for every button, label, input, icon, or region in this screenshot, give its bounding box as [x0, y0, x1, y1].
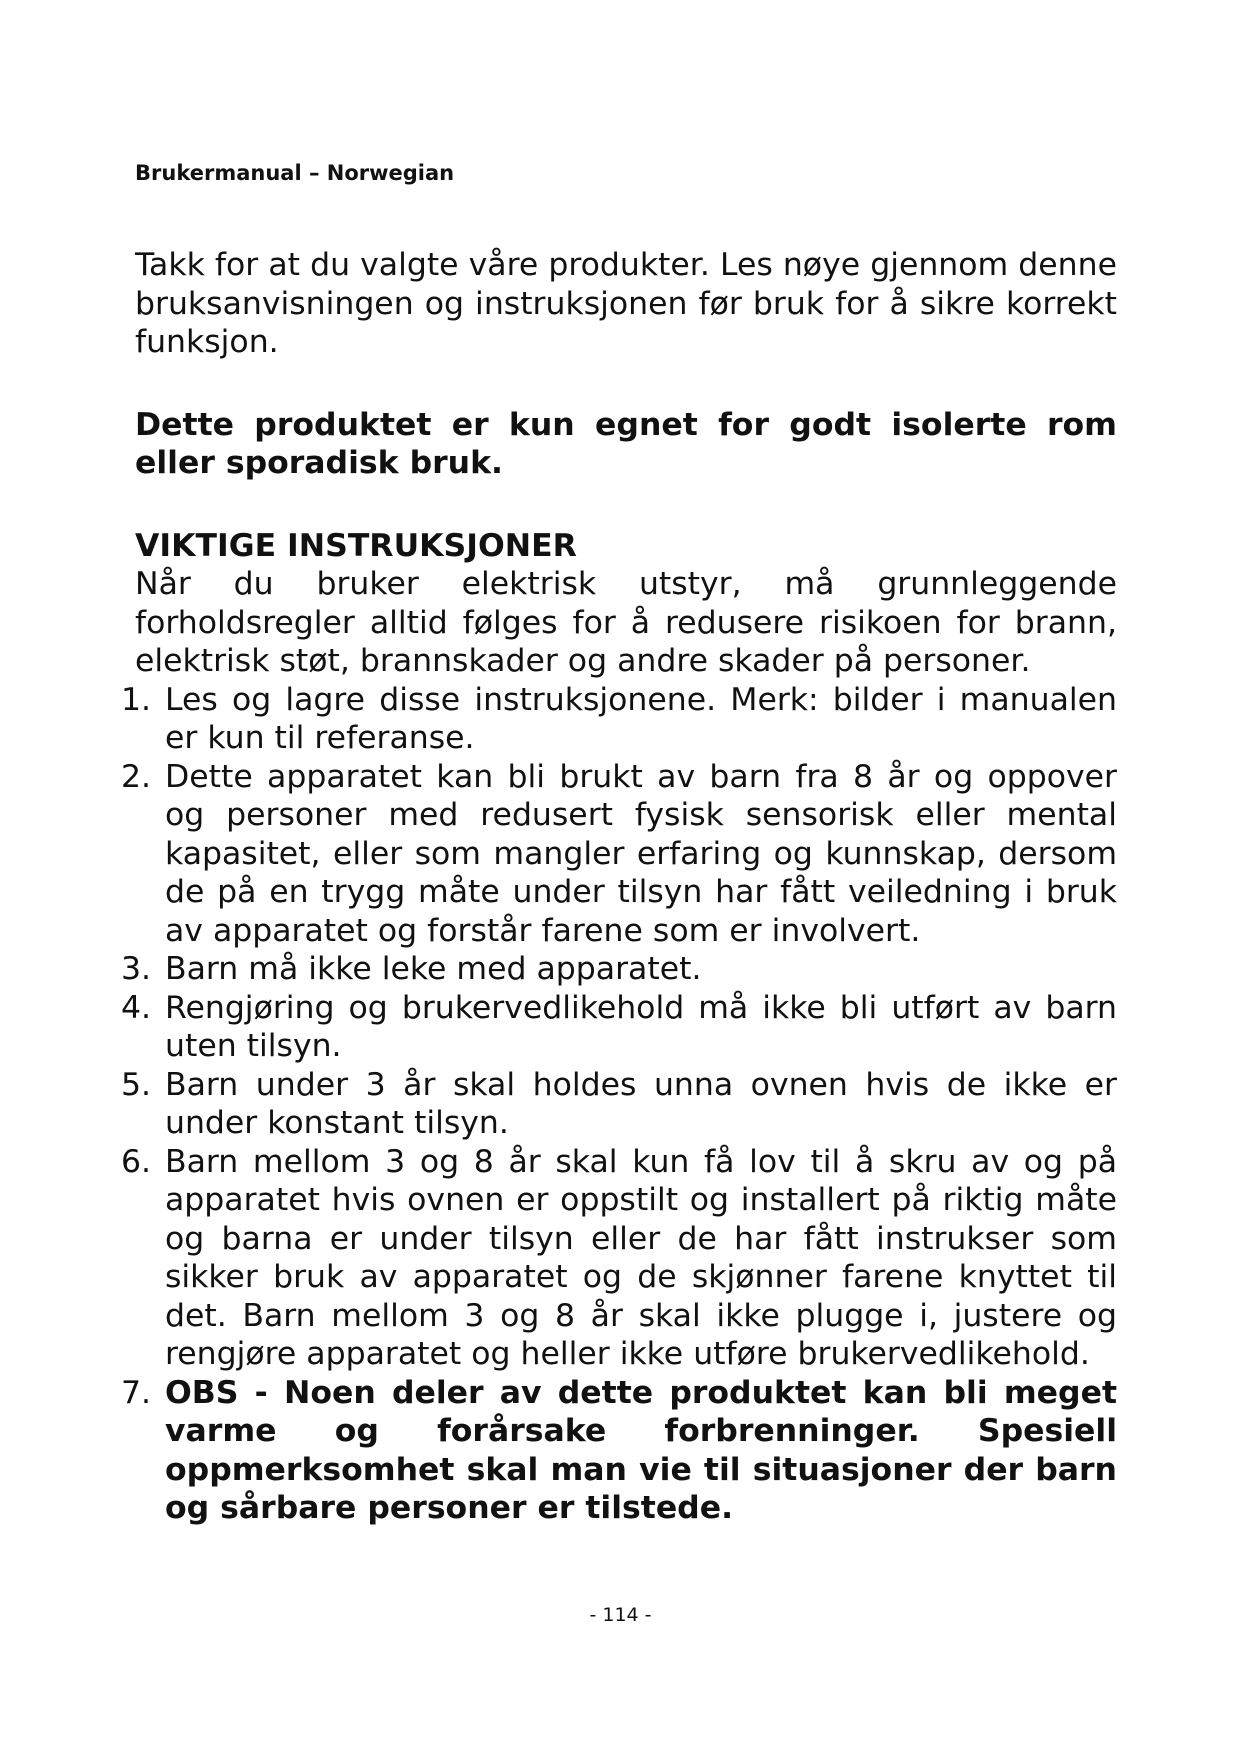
list-item [123, 1066, 1117, 1143]
list-item-text: Barn mellom 3 og 8 år skal kun få lov til å skru av og på apparatet hvis ovnen er oppstilt og installert på riktig måte og barna er under tilsyn eller de har fått instrukser som sikker bruk av apparatet og de skjønner farene knyttet til det. Barn mellom 3 og 8 år skal ikke plugge i, justere og rengjøre apparatet og heller ikke utføre brukervedlikehold. [165, 1143, 1117, 1372]
usage-warning: Dette produktet er kun egnet for godt isolerte rom eller sporadisk bruk. [135, 406, 1117, 481]
list-item-number: 6. [121, 1143, 152, 1180]
document-page [121, 158, 1117, 1528]
list-item-text: Les og lagre disse instruksjonene. Merk: bilder i manualen er kun til referanse. [165, 681, 1117, 756]
list-item-number: 2. [121, 758, 152, 795]
list-item-text: Rengjøring og brukervedlikehold må ikke bli utført av barn uten tilsyn. [165, 989, 1117, 1064]
list-item-number: 5. [121, 1066, 152, 1103]
list-item-number: 4. [121, 989, 152, 1026]
list-item [123, 989, 1117, 1066]
list-item-text: Barn må ikke leke med apparatet. [165, 951, 702, 987]
list-item-number: 7. [121, 1374, 152, 1411]
list-item-text: Dette apparatet kan bli brukt av barn fra 8 år og oppover og personer med redusert fysisk sensorisk eller mental kapasitet, eller som mangler erfaring og kunnskap, dersom de på en trygg måte under tilsyn har fått veiledning i bruk av apparatet og forstår farene som er involvert. [165, 758, 1117, 949]
list-item-warning [123, 1374, 1117, 1528]
intro-paragraph: Takk for at du valgte våre produkter. Les nøye gjennom denne bruksanvisningen og instruksjonen før bruk for å sikre korrekt funksjon. [135, 247, 1117, 360]
list-item [123, 1143, 1117, 1374]
list-item-text: OBS - Noen deler av dette produktet kan bli meget varme og forårsake forbrenninger. Spesiell oppmerksomhet skal man vie til situasjoner der barn og sårbare personer er tilstede. [165, 1374, 1117, 1526]
instruction-list [121, 681, 1117, 1528]
list-item [123, 758, 1117, 951]
list-item-number: 3. [121, 951, 152, 987]
section-title: VIKTIGE INSTRUKSJONER [135, 527, 577, 564]
list-item-number: 1. [121, 681, 152, 718]
section-intro: Når du bruker elektrisk utstyr, må grunnleggende forholdsregler alltid følges for å redusere risikoen for brann, elektrisk støt, brannskader og andre skader på personer. [135, 566, 1117, 679]
page-number: - 114 - [589, 1604, 652, 1626]
list-item-text: Barn under 3 år skal holdes unna ovnen hvis de ikke er under konstant tilsyn. [165, 1066, 1117, 1141]
list-item [123, 950, 1117, 989]
manual-header: Brukermanual – Norwegian [135, 161, 455, 185]
list-item [123, 681, 1117, 758]
